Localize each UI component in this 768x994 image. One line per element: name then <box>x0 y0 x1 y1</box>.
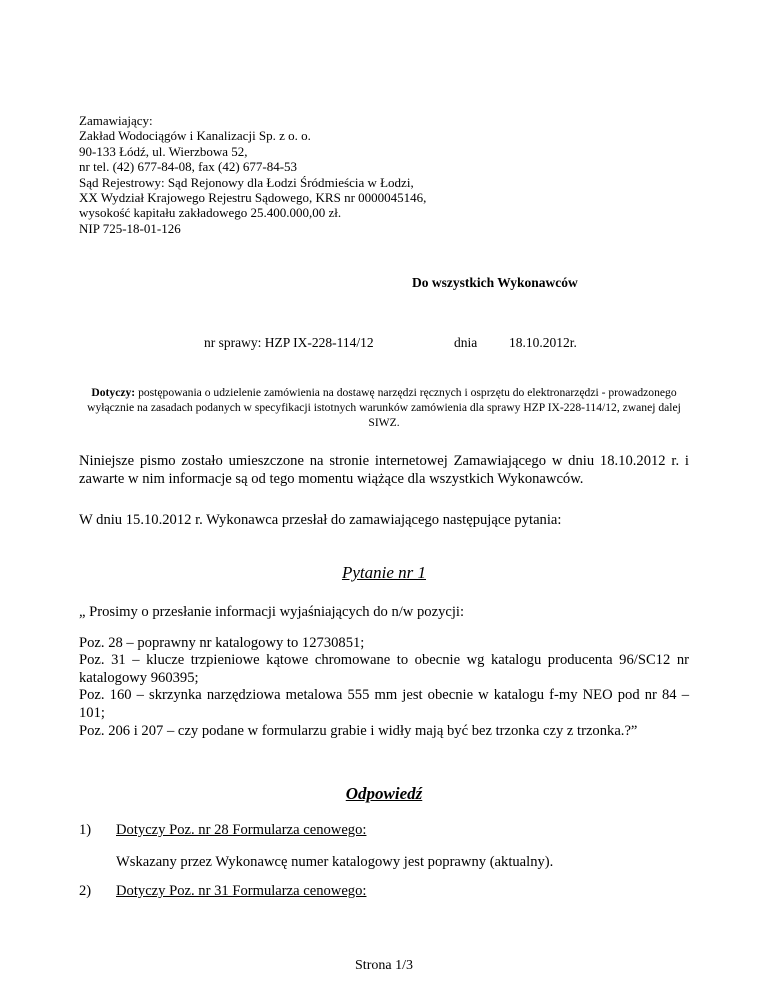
notice-paragraph: Niniejsze pismo zostało umieszczone na stronie internetowej Zamawiającego w dniu 18.10.2012 r. i zawarte w nim informacje są od tego momentu wiążące dla wszystkich Wykonawców. <box>79 453 689 487</box>
header-line: nr tel. (42) 677-84-08, fax (42) 677-84-53 <box>79 159 298 175</box>
answer-item-reference: Dotyczy Poz. nr 28 Formularza cenowego: <box>116 822 367 838</box>
addressee: Do wszystkich Wykonawców <box>412 275 578 290</box>
header-line: Zamawiający: <box>79 113 153 128</box>
answer-item-text: Wskazany przez Wykonawcę numer katalogowy jest poprawny (aktualny). <box>116 854 554 870</box>
header-line: Sąd Rejestrowy: Sąd Rejonowy dla Łodzi Śródmieścia w Łodzi, <box>79 174 414 190</box>
date-value: 18.10.2012r. <box>509 335 577 350</box>
answer-item <box>79 883 689 901</box>
header-line: XX Wydział Krajowego Rejestru Sądowego, KRS nr 0000045146, <box>79 190 427 206</box>
question-heading: Pytanie nr 1 <box>341 563 427 582</box>
question-item: Poz. 31 – klucze trzpieniowe kątowe chromowane to obecnie wg katalogu producenta 96/SC12 nr katalogowy 960395; <box>79 652 689 686</box>
header-line: 90-133 Łódź, ul. Wierzbowa 52, <box>79 143 248 159</box>
question-item: Poz. 160 – skrzynka narzędziowa metalowa 555 mm jest obecnie w katalogu f-my NEO pod nr 84 – 101; <box>79 687 689 721</box>
header-line: wysokość kapitału zakładowego 25.400.000,00 zł. <box>79 205 342 221</box>
header-line: Zakład Wodociągów i Kanalizacji Sp. z o. o. <box>79 128 311 144</box>
answer-item <box>79 822 689 840</box>
question-item: Poz. 206 i 207 – czy podane w formularzu grabie i widły mają być bez trzonka czy z trzonka.?” <box>79 722 638 739</box>
page-number: Strona 1/3 <box>355 958 413 973</box>
answer-item-number: 2) <box>79 883 92 899</box>
answer-heading: Odpowiedź <box>345 784 423 803</box>
question-body <box>79 604 689 740</box>
contracting-authority-header <box>79 113 639 236</box>
case-number: nr sprawy: HZP IX-228-114/12 <box>204 335 374 350</box>
question-item: Poz. 28 – poprawny nr katalogowy to 12730851; <box>79 634 365 651</box>
subject-label: Dotyczy: <box>91 386 136 399</box>
date-label: dnia <box>454 335 478 350</box>
header-line: NIP 725-18-01-126 <box>79 220 181 236</box>
intro-paragraph: W dniu 15.10.2012 r. Wykonawca przesłał do zamawiającego następujące pytania: <box>79 512 562 528</box>
question-opening: „ Prosimy o przesłanie informacji wyjaśniających do n/w pozycji: <box>79 604 465 620</box>
subject-block <box>79 386 689 430</box>
answer-item-reference: Dotyczy Poz. nr 31 Formularza cenowego: <box>116 883 367 899</box>
subject-text: postępowania o udzielenie zamówienia na dostawę narzędzi ręcznych i osprzętu do elektronarzędzi - prowadzonego wyłącznie na zasadach podanych w specyfikacji istotnych warunków zamówienia dla sprawy HZP IX-228-114/12, zwanej dalej SIWZ. <box>87 386 681 429</box>
answer-item-number: 1) <box>79 822 92 838</box>
